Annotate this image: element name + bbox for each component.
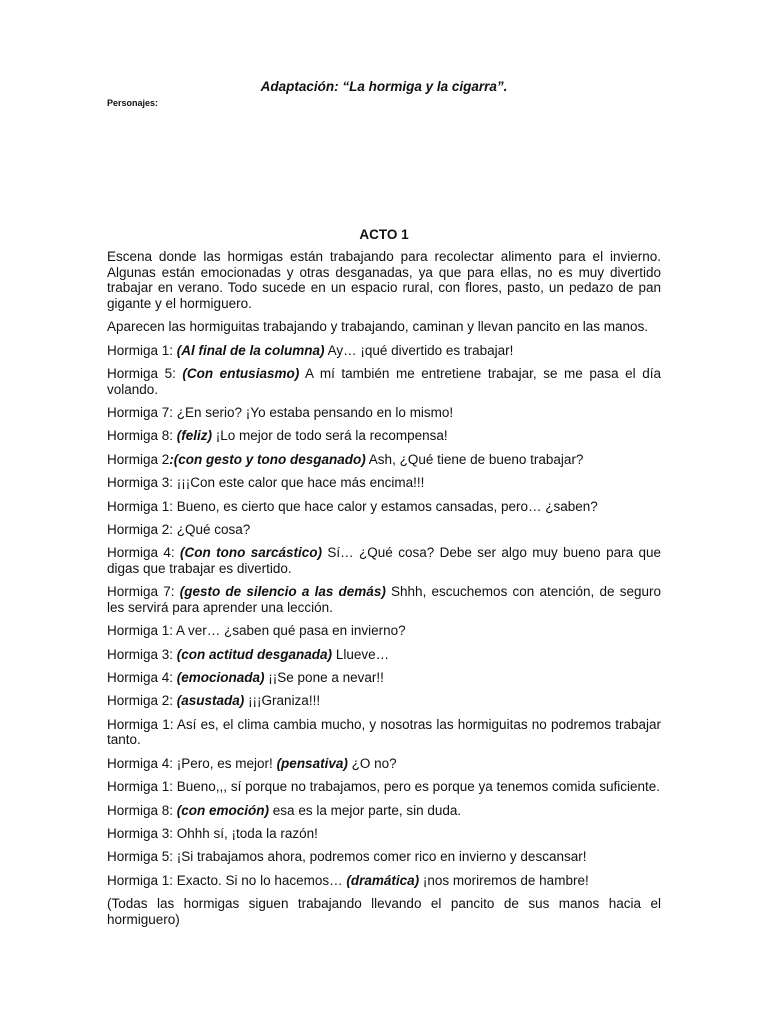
dialogue-text: Llueve… <box>332 646 390 662</box>
dialogue-text: Hormiga 1: A ver… ¿saben qué pasa en invierno? <box>107 623 406 639</box>
dialogue-text: Aparecen las hormiguitas trabajando y trabajando, caminan y llevan pancito en las manos. <box>107 319 649 335</box>
dialogue-text: Hormiga 1: Bueno,,, sí porque no trabajamos, pero es porque ya tenemos comida suficiente. <box>107 779 661 795</box>
script-paragraph <box>107 896 661 927</box>
script-paragraph <box>107 249 661 311</box>
script-paragraph <box>107 428 661 444</box>
stage-direction: (pensativa) <box>276 755 348 771</box>
stage-direction: (Al final de la columna) <box>176 342 325 358</box>
script-paragraph <box>107 475 661 491</box>
stage-direction: (emocionada) <box>176 670 265 686</box>
stage-direction: (gesto de silencio a las demás) <box>179 584 386 600</box>
script-paragraph <box>107 670 661 686</box>
dialogue-text: Hormiga 1: <box>107 342 177 358</box>
dialogue-text: Hormiga 5: <box>107 365 183 381</box>
dialogue-text: Hormiga 7: <box>107 584 180 600</box>
stage-direction: (Con tono sarcástico) <box>180 545 323 561</box>
script-paragraph <box>107 849 661 865</box>
script-paragraph <box>107 405 661 421</box>
dialogue-text: esa es la mejor parte, sin duda. <box>269 802 462 818</box>
script-paragraph <box>107 756 661 772</box>
script-paragraph <box>107 826 661 842</box>
script-paragraph <box>107 803 661 819</box>
dialogue-text: Hormiga 1: Exacto. Si no lo hacemos… <box>107 872 347 888</box>
dialogue-text: Hormiga 7: ¿En serio? ¡Yo estaba pensando en lo mismo! <box>107 404 454 420</box>
document-title: Adaptación: “La hormiga y la cigarra”. <box>260 79 508 94</box>
dialogue-text: ¡Lo mejor de todo será la recompensa! <box>212 428 448 444</box>
dialogue-text: Hormiga 3: <box>107 646 177 662</box>
dialogue-text: Shhh, escuchemos con atención, de seguro les servirá para aprender una lección. <box>107 584 662 615</box>
stage-direction: (dramática) <box>346 872 420 888</box>
dialogue-text: Ash, ¿Qué tiene de bueno trabajar? <box>365 451 584 467</box>
script-paragraph <box>107 499 661 515</box>
dialogue-text: Escena donde las hormigas están trabajando para recolectar alimento para el invierno. Algunas están emocionadas y otras desganadas, ya que para ellas, no es muy divertido trabajar en verano. Todo sucede en un espacio rural, con flores, pasto, un pedazo de pan gigante y el hormiguero. <box>107 249 661 311</box>
dialogue-text: Ay… ¡qué divertido es trabajar! <box>324 342 514 358</box>
dialogue-text: ¡nos moriremos de hambre! <box>419 872 589 888</box>
script-paragraph <box>107 343 661 359</box>
dialogue-text: ¡¡Se pone a nevar!! <box>264 670 384 686</box>
dialogue-text: ¿O no? <box>347 755 397 771</box>
dialogue-text: Hormiga 8: <box>107 428 177 444</box>
script-paragraph <box>107 366 661 397</box>
script-paragraph <box>107 522 661 538</box>
dialogue-text: Hormiga 4: <box>107 545 181 561</box>
dialogue-text: Hormiga 1: Bueno, es cierto que hace calor y estamos cansadas, pero… ¿saben? <box>107 498 598 514</box>
dialogue-text: Hormiga 1: Así es, el clima cambia mucho, y nosotras las hormiguitas no podremos trabajar tanto. <box>107 716 661 748</box>
dialogue-text: Sí… ¿Qué cosa? Debe ser algo muy bueno para que digas que trabajar es divertido. <box>107 545 661 576</box>
stage-direction: (con actitud desganada) <box>176 646 333 662</box>
script-paragraph <box>107 319 661 335</box>
script-paragraph <box>107 545 661 576</box>
script-paragraph <box>107 693 661 709</box>
stage-direction: (feliz) <box>176 428 213 444</box>
dialogue-text: A mí también me entretiene trabajar, se me pasa el día volando. <box>107 365 661 397</box>
script-paragraph <box>107 623 661 639</box>
dialogue-text: (Todas las hormigas siguen trabajando llevando el pancito de sus manos hacia el hormiguero) <box>107 896 661 927</box>
stage-direction: (con emoción) <box>176 802 270 818</box>
dialogue-text: Hormiga 5: ¡Si trabajamos ahora, podremos comer rico en invierno y descansar! <box>107 849 587 865</box>
script-paragraph <box>107 647 661 663</box>
script-body <box>107 249 661 935</box>
stage-direction: :(con gesto y tono desganado) <box>169 451 366 467</box>
dialogue-text: ¡¡¡Graniza!!! <box>244 693 321 709</box>
script-paragraph <box>107 873 661 889</box>
dialogue-text: Hormiga 3: Ohhh sí, ¡toda la razón! <box>107 825 318 841</box>
dialogue-text: Hormiga 8: <box>107 802 177 818</box>
script-paragraph <box>107 452 661 468</box>
dialogue-text: Hormiga 2 <box>107 451 170 467</box>
dialogue-text: Hormiga 2: ¿Qué cosa? <box>107 521 251 537</box>
stage-direction: (asustada) <box>176 693 245 709</box>
stage-direction: (Con entusiasmo) <box>182 365 300 381</box>
script-paragraph <box>107 584 661 615</box>
dialogue-text: Hormiga 2: <box>107 693 177 709</box>
characters-label: Personajes: <box>107 98 159 108</box>
script-paragraph <box>107 779 661 795</box>
dialogue-text: Hormiga 3: ¡¡¡Con este calor que hace más encima!!! <box>107 475 425 491</box>
dialogue-text: Hormiga 4: ¡Pero, es mejor! <box>107 755 277 771</box>
script-paragraph <box>107 717 661 748</box>
act-heading: ACTO 1 <box>359 227 409 242</box>
dialogue-text: Hormiga 4: <box>107 670 177 686</box>
